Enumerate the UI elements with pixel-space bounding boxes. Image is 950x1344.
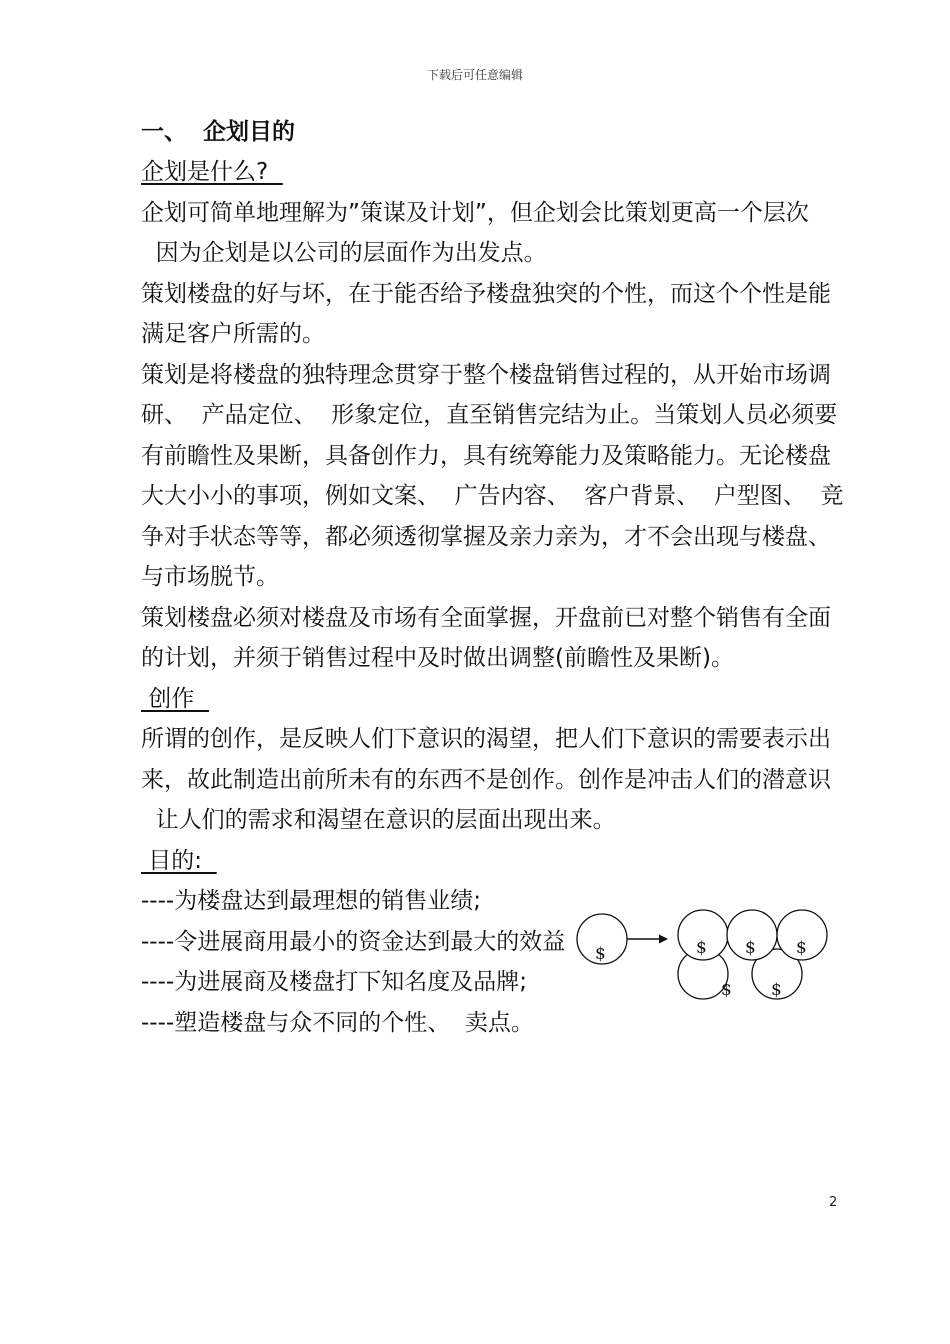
dollar-symbol: $ (796, 938, 807, 958)
list-item: ----为进展商及楼盘打下知名度及品牌; (141, 969, 527, 995)
paragraph-line: 研、 产品定位、 形象定位，直至销售完结为止。当策划人员必须要 (141, 402, 838, 428)
dollar-symbol: $ (721, 980, 732, 1000)
paragraph-line: 的计划，并须于销售过程中及时做出调整(前瞻性及果断)。 (141, 645, 734, 671)
arrow-head-icon (659, 935, 668, 944)
page-number: 2 (829, 1195, 838, 1210)
paragraph-line: 策划是将楼盘的独特理念贯穿于整个楼盘销售过程的，从开始市场调 (141, 361, 831, 388)
subheading-purpose: 目的: (141, 847, 217, 874)
paragraph-line: 策划楼盘的好与坏，在于能否给予楼盘独突的个性，而这个个性是能 (141, 280, 831, 307)
dollar-symbol: $ (595, 944, 606, 964)
list-item: ----令进展商用最小的资金达到最大的效益 (141, 928, 566, 955)
paragraph-line: 让人们的需求和渴望在意识的层面出现出来。 (141, 807, 616, 833)
paragraph-line: 有前瞻性及果断，具备创作力，具有统筹能力及策略能力。无论楼盘 (141, 442, 831, 469)
dollar-symbol: $ (696, 938, 707, 958)
dollar-symbol: $ (771, 980, 782, 1000)
paragraph-line: 大大小小的事项，例如文案、 广告内容、 客户背景、 户型图、 竞 (141, 483, 844, 509)
list-item: ----为楼盘达到最理想的销售业绩; (141, 888, 481, 914)
dollar-symbol: $ (745, 938, 756, 958)
paragraph-line: 因为企划是以公司的层面作为出发点。 (141, 240, 547, 266)
list-item: ----塑造楼盘与众不同的个性、 卖点。 (141, 1009, 534, 1036)
paragraph-line: 来，故此制造出前所未有的东西不是创作。创作是冲击人们的潜意识 (141, 766, 831, 793)
subheading-creation: 创作 (141, 685, 209, 712)
subheading-what-is-planning: 企划是什么? (141, 159, 283, 185)
paragraph-line: 满足客户所需的。 (141, 321, 325, 347)
paragraph-line: 企划可简单地理解为”策谋及计划”，但企划会比策划更高一个层次 (141, 199, 809, 226)
money-growth-diagram (570, 900, 840, 1015)
section-title: 一、 企划目的 (141, 119, 296, 145)
paragraph-line: 争对手状态等等，都必须透彻掌握及亲力亲为，才不会出现与楼盘、 (141, 523, 831, 550)
paragraph-line: 与市场脱节。 (141, 564, 279, 590)
page-header: 下载后可任意编辑 (426, 68, 523, 82)
paragraph-line: 策划楼盘必须对楼盘及市场有全面掌握，开盘前已对整个销售有全面 (141, 604, 831, 631)
paragraph-line: 所谓的创作，是反映人们下意识的渴望，把人们下意识的需要表示出 (141, 726, 831, 752)
